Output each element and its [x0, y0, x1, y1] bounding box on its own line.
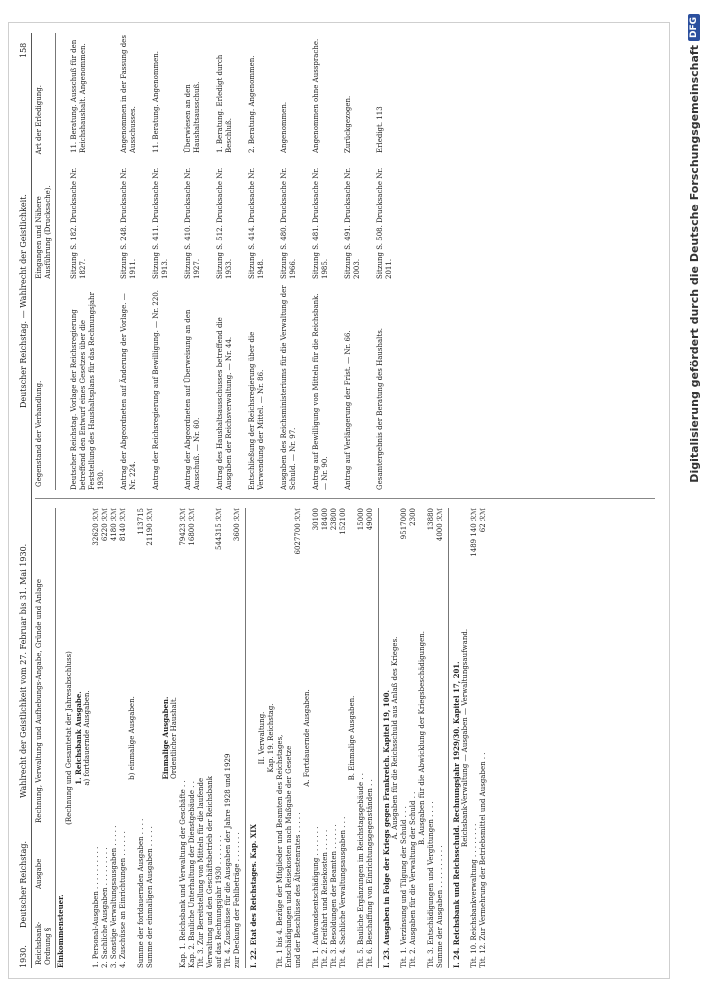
subject-cell: Gesamtergebnis der Beratung des Haushalts.: [376, 327, 384, 490]
ledger-amount: 152100: [339, 508, 347, 535]
ledger-label: Summe der einmaligen Ausgaben . . . . .: [146, 826, 154, 968]
subject-cell: Deutscher Reichstag. Vorlage der Reichsregierung betreffend den Entwurf eines Gesetzes über die Feststellung des Haushaltsplans für das Rechnungsjahr 1930.: [70, 292, 105, 490]
column-divider: [35, 498, 655, 499]
dfg-logo-icon: DFG: [688, 14, 700, 41]
page-header: [17, 33, 32, 968]
ledger-amount: 3600 ℛℳ: [233, 508, 241, 542]
reference-cell: Sitzung S. 508. Drucksache Nr. 2011.: [376, 167, 393, 279]
ledger-row: [409, 508, 418, 968]
ledger-row: [470, 508, 479, 968]
header-page-number: 158: [19, 42, 28, 58]
ledger-amount: 16800 ℛℳ: [188, 508, 196, 546]
outcome-cell: 2. Beratung. Angenommen.: [248, 55, 256, 153]
header-right-title: Deutscher Reichstag. — Wahlrecht der Geistlichkeit.: [19, 194, 28, 408]
ledger-label: Tit. 5. Bauliche Ergänzungen im Reichstagsgebäude . .: [357, 773, 365, 968]
ledger-label: Tit. 12. Zur Vermehrung der Betriebsmittel und Ausgaben . .: [479, 752, 487, 968]
scanned-page: [8, 22, 670, 979]
ledger-label: Tit. 2. Freifahrt und Reisekosten . . . . .: [321, 829, 329, 968]
ledger-amount: 544315 ℛℳ: [215, 508, 223, 551]
header-left-title: Deutscher Reichstag.: [19, 840, 28, 928]
reference-cell: Sitzung S. 248. Drucksache Nr. 1911.: [120, 167, 137, 279]
ledger-label: Tit. 3. Entschädigungen und Vergütungen . . . .: [427, 801, 435, 968]
ledger-label: 4. Zuschüsse an Einrichtungen . . . . . .: [119, 831, 127, 968]
ledger-row: [321, 508, 330, 968]
text-line: B. Ausgaben für die Abwicklung der Kriegsbeschädigungen.: [418, 630, 426, 846]
text-line: 1. Reichsbank Ausgabe.: [74, 691, 83, 785]
text-line: a) fortdauernde Ausgaben.: [83, 690, 91, 786]
ledger-amount: 23800: [330, 508, 338, 531]
ledger-amount: 2300: [409, 508, 417, 526]
text-line: Verwaltung und den Geschäftsbetrieb der Reichsbank: [206, 776, 214, 968]
reference-cell: Sitzung S. 480. Drucksache Nr. 1966.: [280, 167, 297, 279]
banner-caption: Digitalisierung gefördert durch die Deutsche Forschungsgemeinschaft: [687, 45, 701, 483]
reference-cell: Sitzung S. 414. Drucksache Nr. 1948.: [248, 167, 265, 279]
text-line: Einkommensteuer.: [56, 894, 65, 968]
text-line: A. Fortdauernde Ausgaben.: [303, 689, 311, 787]
subject-cell: Ausgaben des Reichsministeriums für die Verwaltung der Schuld. — Nr. 97.: [280, 285, 297, 490]
outcome-cell: Angenommen.: [280, 101, 288, 153]
right-col-header-2: Eingangen und Nähere Ausführung (Drucksache).: [35, 185, 52, 279]
dfg-banner: [681, 0, 707, 1000]
ledger-label: Tit. 10. Reichsbankverwaltung . . . . . . . .: [470, 823, 478, 968]
ledger-amount: 13880: [427, 508, 435, 531]
ledger-label: Tit. 1. Verzinsung und Tilgung der Schuld . . .: [400, 806, 408, 968]
reference-cell: Sitzung S. 491. Drucksache Nr. 2003.: [344, 167, 361, 279]
ledger-row: [330, 508, 339, 968]
left-col-header-3: Rechnung, Verwaltung und Aufhebungs-Angabe, Gründe und Anlage: [35, 578, 43, 823]
text-line: (Rechnung und Gesamtetat der Jahresabschluss): [65, 651, 73, 825]
reference-cell: Sitzung S. 512. Drucksache Nr. 1933.: [216, 167, 233, 279]
ledger-label: Tit. 4. Sachliche Verwaltungsausgaben . . .: [339, 816, 347, 968]
text-line: b) einmalige Ausgaben.: [128, 696, 136, 780]
proceedings-row: [376, 33, 394, 490]
ledger-row: [339, 508, 348, 968]
ledger-label: zur Deckung der Fehlbeträge . . . . . . .: [233, 832, 241, 968]
section-rule: [245, 508, 246, 968]
right-column: [35, 33, 661, 490]
text-line: Entschädigungen und Reisekosten nach Maßgabe der Gesetze: [285, 745, 293, 968]
ledger-row: [233, 508, 242, 968]
right-column-header: [35, 33, 56, 490]
ledger-amount: 9517000: [400, 508, 408, 540]
ledger-row: [188, 508, 197, 968]
proceedings-row: [152, 33, 170, 490]
outcome-cell: 11. Beratung. Angenommen.: [152, 51, 160, 153]
ledger-amount: 1489 140 ℛℳ: [470, 508, 478, 557]
ledger-row: [436, 508, 445, 968]
ledger-label: Tit. 6. Beschaffung von Einrichtungsgegenständen . .: [366, 779, 374, 968]
rotated-page: [9, 23, 669, 978]
ledger-label: Tit. 3. Besoldungen der Beamten . . . . . .: [330, 824, 338, 968]
ledger-label: 2. Sachliche Ausgaben . . . . . . . . .: [101, 847, 109, 968]
subject-cell: Antrag auf Bewilligung von Mitteln für die Reichsbank. — Nr. 90.: [312, 293, 329, 490]
proceedings-row: [70, 33, 106, 490]
proceedings-row: [280, 33, 298, 490]
ledger-row: [427, 508, 436, 968]
text-line: I. 22. Etat des Reichstages. Kap. XIX: [249, 824, 258, 968]
section-rule: [448, 508, 449, 968]
ledger-row: [294, 508, 303, 968]
ledger-label: 3. Sonstige Verwaltungsausgaben . . . . .: [110, 825, 118, 968]
text-line: I. 23. Ausgaben in Folge der Kriegs gegen Frankreich. Kapitel 19, 100.: [382, 690, 391, 968]
proceedings-row: [344, 33, 362, 490]
proceedings-row: [184, 33, 202, 490]
proceedings-row: [248, 33, 266, 490]
outcome-cell: 11. Beratung. Ausschuß für den Reichshaushalt. Angenommen.: [70, 39, 87, 153]
left-column-body: [56, 508, 488, 968]
left-col-header-2: Ausgabe: [35, 858, 43, 889]
ledger-amount: 113715: [137, 508, 145, 535]
dfg-banner-text: [681, 0, 707, 1000]
reference-cell: Sitzung S. 411. Drucksache Nr. 1913.: [152, 167, 169, 279]
ledger-label: und der Beschlüsse des Ältestenrates . . . . .: [294, 812, 302, 968]
ledger-amount: 49000: [366, 508, 374, 531]
subject-cell: Antrag des Haushaltsausschusses betreffend die Ausgaben der Reichsverwaltung. — Nr. 44.: [216, 317, 233, 490]
ledger-label: Kap. 1. Reichsbank und Verwaltung der Geschäfte . .: [179, 780, 187, 968]
ledger-amount: 4000 ℛℳ: [436, 508, 444, 542]
ledger-row: [400, 508, 409, 968]
ledger-row: [479, 508, 488, 968]
reference-cell: Sitzung S. 410. Drucksache Nr. 1927.: [184, 167, 201, 279]
ledger-label: Summe der Ausgaben . . . . . . . . . .: [436, 845, 444, 968]
ledger-row: [119, 508, 128, 968]
subject-cell: Antrag der Abgeordneten auf Überweisung an den Ausschuß. — Nr. 60.: [184, 309, 201, 490]
ledger-amount: 15000: [357, 508, 365, 531]
ledger-row: [357, 508, 366, 968]
text-line: Ordentlicher Haushalt.: [170, 697, 178, 779]
outcome-cell: Erledigt. 113: [376, 106, 384, 153]
ledger-amount: 8140 ℛℳ: [119, 508, 127, 542]
text-line: I. 24. Reichsbank und Reichsschuld. Rechnungsjahr 1929/30. Kapitel 17, 201.: [452, 661, 461, 968]
text-line: B. Einmalige Ausgaben.: [348, 695, 356, 781]
ledger-label: Kap. 2. Bauliche Unterhaltung der Dienstgebäude . .: [188, 781, 196, 968]
text-line: Einmalige Ausgaben.: [161, 696, 170, 780]
ledger-amount: 79423 ℛℳ: [179, 508, 187, 546]
ledger-amount: 30100: [312, 508, 320, 531]
section-rule: [378, 508, 379, 968]
subject-cell: Antrag der Reichsregierung auf Bewilligung. — Nr. 220.: [152, 289, 160, 490]
outcome-cell: Angenommen in der Fassung des Ausschusses.: [120, 35, 137, 153]
ledger-amount: 4180 ℛℳ: [110, 508, 118, 542]
ledger-row: [101, 508, 110, 968]
ledger-row: [215, 508, 224, 968]
ledger-label: Tit. 2. Ausgaben für die Verwaltung der Schuld . .: [409, 791, 417, 968]
text-line: A. Ausgaben für die Reichsschuld aus Anlaß des Krieges.: [391, 636, 399, 840]
outcome-cell: Angenommen ohne Aussprache.: [312, 38, 320, 153]
text-line: II. Verwaltung.: [258, 711, 266, 765]
reference-cell: Sitzung S. 182. Drucksache Nr. 1827.: [70, 167, 87, 279]
text-line: Kap. 19. Reichstag.: [267, 703, 275, 773]
ledger-row: [137, 508, 146, 968]
ledger-row: [366, 508, 375, 968]
ledger-amount: 21190 ℛℳ: [146, 508, 154, 546]
ledger-row: [312, 508, 321, 968]
ledger-amount: 18400: [321, 508, 329, 531]
right-col-header-3: Art der Erledigung.: [35, 84, 43, 155]
left-column: [35, 508, 661, 968]
right-column-body: [70, 33, 394, 490]
reference-cell: Sitzung S. 481. Drucksache Nr. 1985.: [312, 167, 329, 279]
ledger-amount: 6027700 ℛℳ: [294, 508, 302, 555]
ledger-label: 1. Personal-Ausgaben . . . . . . . . . .: [92, 846, 100, 968]
ledger-row: [110, 508, 119, 968]
ledger-label: Tit. 1. Aufwandsentschädigung . . . . . . .: [312, 826, 320, 968]
header-year: 1930.: [19, 945, 28, 968]
ledger-label: auf das Rechnungsjahr 1930 . . . . . . .: [215, 835, 223, 968]
ledger-amount: 62 ℛℳ: [479, 508, 487, 533]
left-column-header: [35, 508, 56, 968]
header-center-title: Wahlrecht der Geistlichkeit vom 27. Februar bis 31. Mai 1930.: [19, 543, 28, 798]
text-line: Tit. 1 bis 4. Bezüge der Mitglieder und Beamten des Reichstages,: [276, 734, 284, 968]
text-line: Reichsbank-Verwaltung — Ausgaben — Verwaltungsaufwand.: [461, 628, 469, 848]
ledger-row: [92, 508, 101, 968]
ledger-label: Summe der fortdauernden Ausgaben . . . .: [137, 818, 145, 968]
proceedings-row: [216, 33, 234, 490]
outcome-cell: Zurückgezogen.: [344, 95, 352, 153]
text-line: Tit. 3. Zur Bereitstellung von Mitteln für die laufende: [197, 777, 205, 968]
ledger-row: [179, 508, 188, 968]
outcome-cell: Überwiesen an den Haushaltsausschuß.: [184, 81, 201, 153]
subject-cell: Antrag der Abgeordneten auf Änderung der Vorlage. — Nr. 224.: [120, 293, 137, 490]
text-line: Tit. 4. Zuschüsse für die Ausgaben der Jahre 1928 und 1929: [224, 753, 232, 968]
outcome-cell: 1. Beratung. Erledigt durch Beschluß.: [216, 54, 233, 153]
ledger-row: [146, 508, 155, 968]
subject-cell: Antrag auf Verlängerung der Frist. — Nr. 66.: [344, 330, 352, 490]
left-col-header-1: Reichsbank-Ordnung §: [35, 921, 52, 965]
proceedings-row: [120, 33, 138, 490]
right-col-header-1: Gegenstand der Verhandlung.: [35, 380, 43, 487]
proceedings-row: [312, 33, 330, 490]
ledger-amount: 6220 ℛℳ: [101, 508, 109, 542]
subject-cell: Entschließung der Reichsregierung über die Verwendung der Mittel. — Nr. 86.: [248, 331, 265, 490]
ledger-amount: 32620 ℛℳ: [92, 508, 100, 546]
